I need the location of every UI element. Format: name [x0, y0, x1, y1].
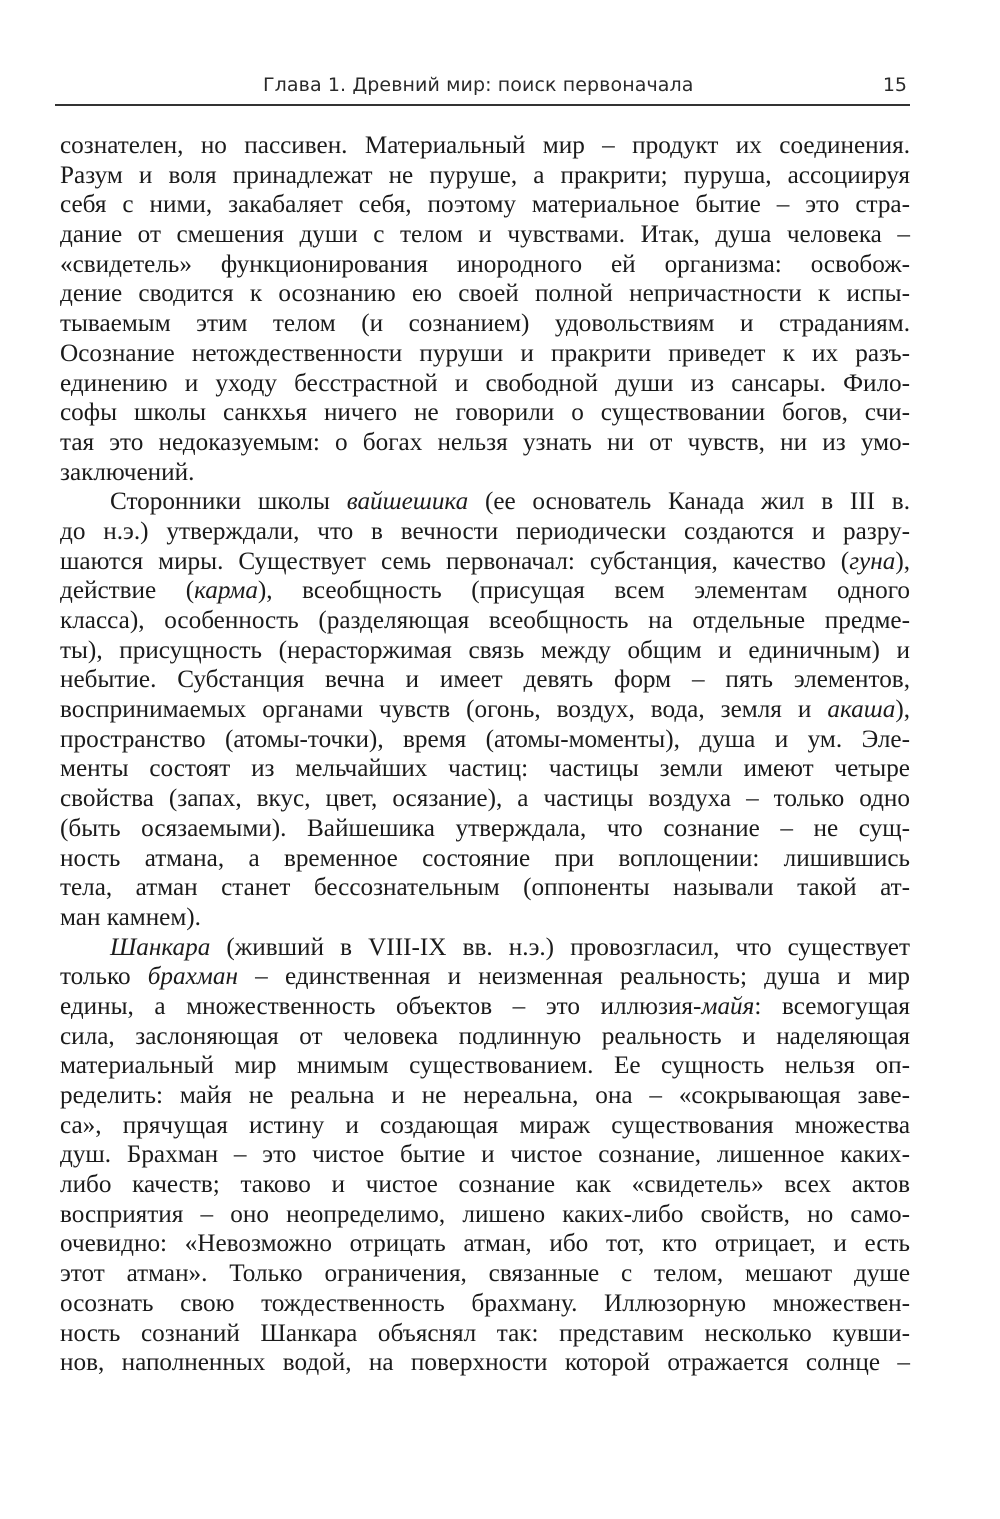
text-line	[60, 369, 910, 399]
text-line	[60, 309, 910, 339]
text-run: едины, а множественность объектов – это иллюзия-	[60, 992, 702, 1020]
italic-term: акаша	[827, 696, 896, 724]
text-run: – единственная и неизменная реальность; душа и мир	[237, 963, 911, 991]
text-line	[60, 1081, 910, 1111]
italic-term: карма	[194, 577, 258, 605]
text-line	[60, 458, 910, 488]
text-line	[60, 131, 910, 161]
text-run: заключений.	[60, 458, 195, 486]
running-header	[58, 70, 910, 104]
text-run: ), всеобщность (присущая всем элементам одного	[257, 577, 910, 605]
text-run: свойства (запах, вкус, цвет, осязание), а частицы воздуха – только одно	[60, 785, 910, 813]
text-run: тая это недоказуемым: о богах нельзя узнать ни от чувств, ни из умо-	[60, 428, 910, 456]
text-line	[60, 1140, 910, 1170]
text-run: дание от смешения души с телом и чувствами. Итак, душа человека –	[60, 221, 910, 249]
text-run: (живший в VIII-IX вв. н.э.) провозгласил, что существует	[210, 933, 910, 961]
text-run: пространство (атомы-точки), время (атомы-моменты), душа и ум. Эле-	[60, 725, 910, 753]
text-line	[60, 1051, 910, 1081]
text-line	[60, 547, 910, 577]
text-run: только	[60, 963, 148, 991]
text-line	[60, 1200, 910, 1230]
text-line	[60, 1022, 910, 1052]
text-run: себя с ними, закабаляет себя, поэтому материальное бытие – это стра-	[60, 191, 910, 219]
text-run: ность атмана, а временное состояние при воплощении: лишившись	[60, 844, 910, 872]
italic-term: гуна	[849, 547, 896, 575]
italic-term: вайшешика	[346, 488, 469, 516]
text-line	[60, 636, 910, 666]
text-line	[60, 784, 910, 814]
text-run: единению и уходу бесстрастной и свободной души из сансары. Фило-	[60, 369, 910, 397]
chapter-title: Глава 1. Древний мир: поиск первоначала	[263, 74, 694, 96]
text-run: душ. Брахман – это чистое бытие и чистое сознание, лишенное каких-	[60, 1141, 910, 1169]
text-line	[60, 933, 910, 963]
text-line	[60, 814, 910, 844]
text-run: ),	[895, 696, 910, 724]
text-run: шаются миры. Существует семь первоначал: субстанция, качество (	[60, 547, 850, 575]
text-line	[60, 1259, 910, 1289]
page-number: 15	[882, 74, 907, 96]
italic-term: брахман	[147, 963, 238, 991]
text-line	[60, 665, 910, 695]
text-line	[60, 1170, 910, 1200]
header-rule	[55, 104, 910, 106]
text-run: восприятия – оно неопределимо, лишено каких-либо свойств, но само-	[60, 1200, 910, 1228]
text-run: либо качеств; таково и чистое сознание как «свидетель» всех актов	[60, 1171, 910, 1199]
text-run: воспринимаемых органами чувств (огонь, воздух, вода, земля и	[60, 696, 828, 724]
text-run: нов, наполненных водой, на поверхности которой отражается солнце –	[60, 1349, 910, 1377]
text-line	[60, 1319, 910, 1349]
text-line	[60, 873, 910, 903]
text-run: Разум и воля принадлежат не пуруше, а пракрити; пуруша, ассоциируя	[60, 161, 910, 189]
text-line	[60, 279, 910, 309]
text-line	[60, 1111, 910, 1141]
text-line	[60, 606, 910, 636]
text-line	[60, 250, 910, 280]
text-run: : всемогущая	[754, 992, 910, 1020]
text-run: тела, атман станет бессознательным (оппоненты называли такой ат-	[60, 874, 910, 902]
text-run: очевидно: «Невозможно отрицать атман, ибо тот, кто отрицает, и есть	[60, 1230, 910, 1258]
text-line	[60, 576, 910, 606]
text-run: до н.э.) утверждали, что в вечности периодически создаются и разру-	[60, 517, 910, 545]
text-run: сознателен, но пассивен. Материальный мир – продукт их соединения.	[60, 132, 910, 159]
text-run: ман камнем).	[60, 903, 201, 931]
body-text	[60, 131, 910, 1378]
text-line	[60, 903, 910, 933]
text-line	[60, 754, 910, 784]
text-line	[60, 725, 910, 755]
text-run: действие (	[60, 577, 195, 605]
text-run: «свидетель» функционирования инородного ей организма: освобож-	[60, 250, 910, 278]
text-run: материальный мир мнимым существованием. Ее сущность нельзя оп-	[60, 1052, 910, 1080]
text-run: тываемым этим телом (и сознанием) удовольствиям и страданиям.	[60, 310, 910, 338]
text-line	[60, 398, 910, 428]
text-line	[60, 190, 910, 220]
text-line	[60, 1289, 910, 1319]
text-run: осознать свою тождественность брахману. Иллюзорную множествен-	[60, 1289, 910, 1317]
text-run: софы школы санкхья ничего не говорили о существовании богов, счи-	[60, 399, 910, 427]
text-run: дение сводится к осознанию ею своей полной непричастности к испы-	[60, 280, 910, 308]
text-run: сила, заслоняющая от человека подлинную реальность и наделяющая	[60, 1022, 910, 1050]
text-run: (ее основатель Канада жил в III в.	[468, 488, 910, 516]
text-line	[60, 339, 910, 369]
text-line	[60, 844, 910, 874]
text-run: класса), особенность (разделяющая всеобщность на отдельные предме-	[60, 607, 910, 634]
text-run: ты), присущность (нерасторжимая связь между общим и единичным) и	[60, 636, 910, 664]
text-line	[60, 220, 910, 250]
text-run: (быть осязаемыми). Вайшешика утверждала, что сознание – не сущ-	[60, 814, 910, 842]
text-line	[60, 1229, 910, 1259]
text-run: этот атман». Только ограничения, связанные с телом, мешают душе	[60, 1260, 910, 1288]
text-run: ределить: майя не реальна и не нереальна, она – «сокрывающая заве-	[60, 1082, 910, 1109]
text-line	[60, 428, 910, 458]
text-line	[60, 992, 910, 1022]
text-run: небытие. Субстанция вечна и имеет девять форм – пять элементов,	[60, 666, 910, 694]
text-run: ность сознаний Шанкара объяснял так: представим несколько кувши-	[60, 1319, 910, 1347]
italic-term: Шанкара	[110, 933, 211, 961]
italic-term: майя	[701, 992, 755, 1020]
text-run: менты состоят из мельчайших частиц: частицы земли имеют четыре	[60, 755, 910, 783]
text-line	[60, 517, 910, 547]
text-line	[60, 962, 910, 992]
text-line	[60, 161, 910, 191]
text-line	[60, 1348, 910, 1378]
text-run: Сторонники школы	[110, 488, 347, 516]
text-line	[60, 695, 910, 725]
text-run: са», прячущая истину и создающая мираж существования множества	[60, 1111, 910, 1139]
text-run: ),	[895, 547, 910, 575]
text-run: Осознание нетождественности пуруши и пракрити приведет к их разъ-	[60, 339, 910, 367]
text-line	[60, 487, 910, 517]
